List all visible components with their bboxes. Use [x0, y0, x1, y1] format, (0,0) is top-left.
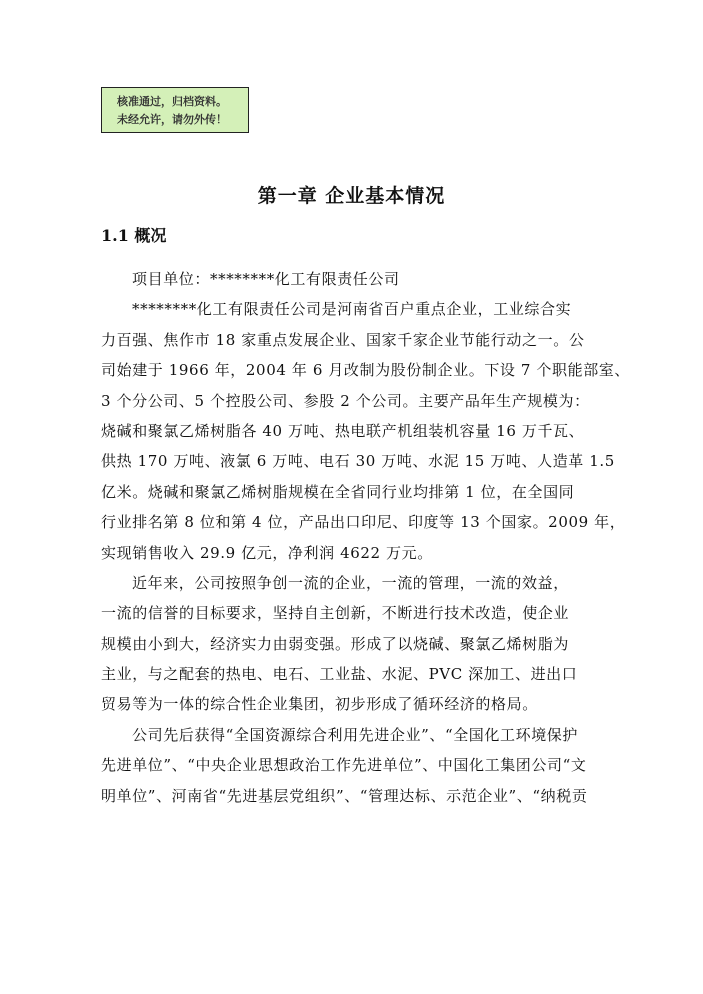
- paragraph-line: 实现销售收入 29.9 亿元，净利润 4622 万元。: [101, 543, 433, 562]
- paragraph-line: 一流的信誉的目标要求，坚持自主创新，不断进行技术改造，使企业: [101, 604, 570, 623]
- section-heading: 1.1 概况: [101, 226, 167, 245]
- stamp-line-1: 核准通过，归档资料。: [117, 95, 227, 108]
- paragraph-line: 力百强、焦作市 18 家重点发展企业、国家千家企业节能行动之一。公: [101, 330, 585, 349]
- paragraph-line: 近年来，公司按照争创一流的企业，一流的管理，一流的效益，: [132, 573, 569, 592]
- paragraph-line: 先进单位”、“中央企业思想政治工作先进单位”、中国化工集团公司“文: [101, 756, 587, 775]
- paragraph-line: 烧碱和聚氯乙烯树脂各 40 万吨、热电联产机组装机容量 16 万千瓦、: [101, 421, 585, 440]
- paragraph-line: 公司先后获得“全国资源综合利用先进企业”、“全国化工环境保护: [132, 725, 579, 744]
- paragraph-line: 供热 170 万吨、液氯 6 万吨、电石 30 万吨、水泥 15 万吨、人造革 1.5: [101, 452, 615, 471]
- paragraph-line: 亿米。烧碱和聚氯乙烯树脂规模在全省同行业均排第 1 位，在全国同: [101, 482, 575, 501]
- paragraph-line: 行业排名第 8 位和第 4 位，产品出口印尼、印度等 13 个国家。2009 年，: [101, 513, 626, 532]
- notice-stamp: [101, 87, 249, 133]
- paragraph-line: 项目单位：********化工有限责任公司: [132, 270, 400, 288]
- paragraph-line: 规模由小到大，经济实力由弱变强。形成了以烧碱、聚氯乙烯树脂为: [101, 634, 570, 653]
- chapter-title: 第一章 企业基本情况: [257, 185, 446, 207]
- body-text: [101, 264, 631, 811]
- paragraph-line: 司始建于 1966 年，2004 年 6 月改制为股份制企业。下设 7 个职能部室、: [101, 361, 631, 380]
- stamp-line-2: 未经允许，请勿外传！: [117, 113, 227, 126]
- paragraph-line: 3 个分公司、5 个控股公司、参股 2 个公司。主要产品年生产规模为：: [101, 391, 590, 410]
- paragraph-line: ********化工有限责任公司是河南省百户重点企业，工业综合实: [132, 300, 572, 319]
- paragraph-line: 主业，与之配套的热电、电石、工业盐、水泥、PVC 深加工、进出口: [101, 665, 578, 684]
- paragraph-line: 明单位”、河南省“先进基层党组织”、“管理达标、示范企业”、“纳税贡: [101, 786, 588, 805]
- paragraph-line: 贸易等为一体的综合性企业集团，初步形成了循环经济的格局。: [101, 695, 538, 714]
